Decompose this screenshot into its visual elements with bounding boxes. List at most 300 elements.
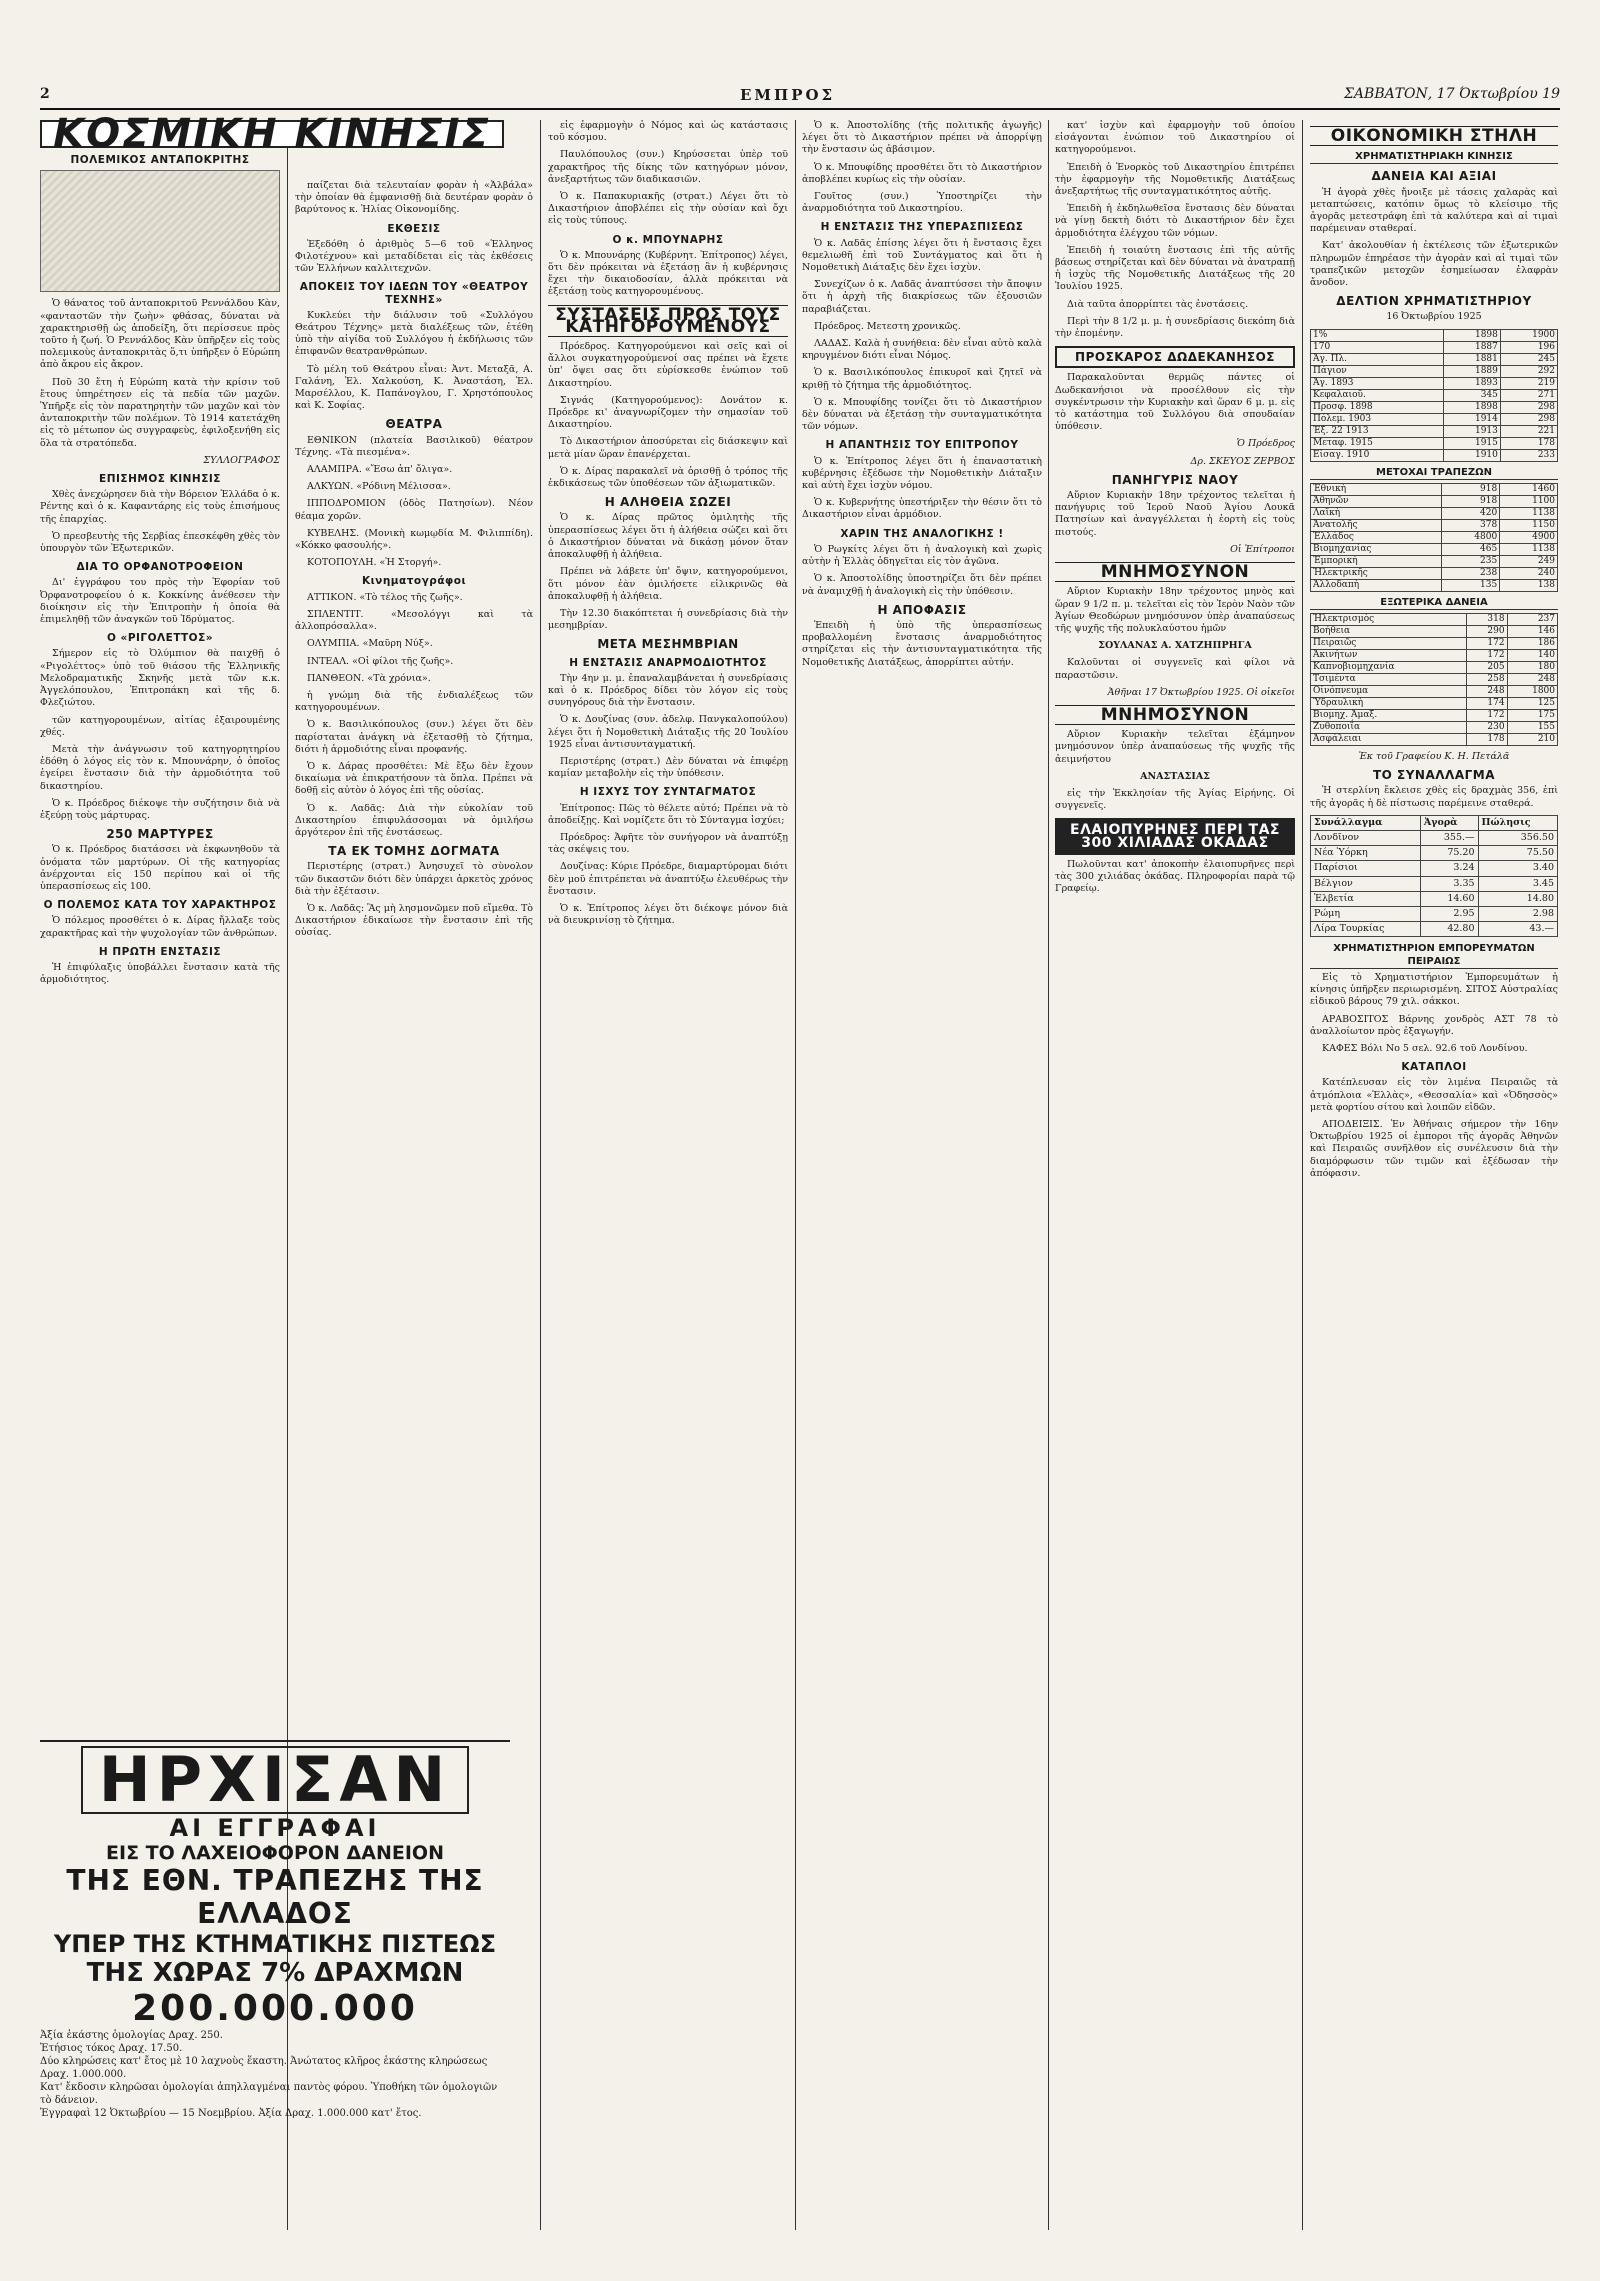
- paragraph: Κατέπλευσαν εἰς τὸν λιμένα Πειραιῶς τὰ ἀτμόπλοια «Ἑλλὰς», «Θεσσαλία» καὶ «Ὀδησσὸς» μετὰ φορτίου σίτου καὶ λοιπῶν εἰδῶν.: [1310, 1077, 1558, 1113]
- signature: Ὁ Πρόεδρος: [1236, 438, 1295, 450]
- paragraph: Ὁ κ. Βασιλικόπουλος (συν.) λέγει ὅτι δὲν παρίσταται ἀνάγκη νὰ ἐξετασθῇ τὸ ζήτημα, διότι ἡ ἁρμοδιότης εἶναι προφανής.: [295, 719, 533, 755]
- ad-detail: Κατ' ἔκδοσιν κληρῶσαι ὁμολογίαι ἀπηλλαγμέναι παντὸς φόρου. Ὑποθήκη τῶν ὁμολογιῶν τὸ δάνειον.: [40, 2082, 498, 2106]
- paragraph: τῶν κατηγορουμένων, αἰτίας ἐξαιρουμένης χθές.: [40, 714, 280, 738]
- paragraph: Ἡ στερλίνη ἔκλεισε χθὲς εἰς δραχμὰς 356, ἐπὶ τῆς ἀγορᾶς ἡ δὲ πίστωσις παρέμεινε σταθερά.: [1310, 785, 1558, 809]
- paragraph: Ὁ κ. Παπακυριακῆς (στρατ.) Λέγει ὅτι τὸ Δικαστήριον ἀποβλέπει εἰς τὴν οὐσίαν καὶ ὄχι εἰς τοὺς τύπους.: [548, 191, 788, 227]
- paragraph: Ὁ κ. Δουζίνας (συν. ἀδελφ. Πανγκαλοπούλου) λέγει ὅτι ἡ Νομοθετικὴ Διάταξις τῆς 20 Ἰουλίου 1925 εἶναι ἀντισυνταγματική.: [548, 714, 788, 750]
- paragraph: ΠΑΝΘΕΟΝ. «Τὰ χρόνια».: [307, 672, 431, 684]
- paragraph: Συνεχίζων ὁ κ. Λαδᾶς ἀναπτύσσει τὴν ἄποψιν ὅτι ἡ ἀρχὴ τῆς διακρίσεως τῶν ἐξουσιῶν παραβιάζεται.: [802, 279, 1042, 315]
- column-rule: [1302, 120, 1303, 2230]
- signature: ΣΥΛΛΟΓΡΑΦΟΣ: [203, 454, 280, 466]
- subheading: ΧΡΗΜΑΤΙΣΤΗΡΙΟΝ ΕΜΠΟΡΕΥΜΑΤΩΝ ΠΕΙΡΑΙΩΣ: [1310, 943, 1558, 968]
- table-cell: Ἀγ. 1893: [1311, 377, 1444, 389]
- paragraph: Πρόεδρος. Κατηγορούμενοι καὶ σεῖς καὶ οἱ ἄλλοι συγκατηγορούμενοί σας πρέπει νὰ ἔχετε ὑπ' ὄψει σας ὅτι εὑρίσκεσθε ἐνώπιον τοῦ Δικαστηρίου.: [548, 341, 788, 389]
- paragraph: Παυλόπουλος (συν.) Κηρύσσεται ὑπὲρ τοῦ χαρακτῆρος τῆς δίκης τῶν κατηγόρων μόνον, ἀνεξαρτήτως τῶν διαδικασιῶν.: [548, 149, 788, 185]
- table-cell: 75.20: [1420, 846, 1478, 861]
- table-cell: 1898: [1443, 329, 1500, 341]
- table-cell: 918: [1442, 483, 1500, 495]
- table-cell: Νέα Ὑόρκη: [1311, 846, 1421, 861]
- table-cell: Ἑλβετία: [1311, 891, 1421, 906]
- table-cell: Λίρα Τουρκίας: [1311, 922, 1421, 937]
- heading: ΜΕΤΑ ΜΕΣΗΜΒΡΙΑΝ: [597, 637, 739, 652]
- table-cell: Ζυθοποιΐα: [1311, 722, 1467, 734]
- table-cell: Ἡλεκτρισμὸς: [1311, 614, 1467, 626]
- table-cell: 14.80: [1478, 891, 1557, 906]
- table-cell: Ὑδραυλικὴ: [1311, 698, 1467, 710]
- table-cell: 138: [1500, 579, 1558, 591]
- paragraph: κατ' ἰσχὺν καὶ ἐφαρμογὴν τοῦ ὁποίου εἰσάγονται ἐνώπιον τοῦ Δικαστηρίου οἱ κατηγορούμενοι.: [1055, 120, 1295, 156]
- paragraph: Ἐπίτροπος: Πῶς τὸ θέλετε αὐτό; Πρέπει νὰ τὸ ἀποδείξῃς. Καὶ νομίζετε ὅτι τὸ Σύνταγμα ἰσχύει;: [548, 802, 788, 826]
- table-cell: 918: [1442, 495, 1500, 507]
- paragraph: Ὁ Ρωγκίτς λέγει ὅτι ἡ ἀναλογικὴ καὶ χωρὶς αὐτὴν ἡ Ἑλλὰς ὁδηγεῖται εἰς τὸν ἀγῶνα.: [802, 543, 1042, 568]
- subheading: ΕΞΩΤΕΡΙΚΑ ΔΑΝΕΙΑ: [1310, 597, 1558, 610]
- paragraph: Εἰς τὸ Χρηματιστήριον Ἐμπορευμάτων ἡ κίνησις ὑπῆρξεν περιωρισμένη. ΣΙΤΟΣ Αὐστραλίας εἰδικοῦ βάρους 79 χιλ. σάκκοι.: [1310, 971, 1558, 1008]
- heading: ΔΑΝΕΙΑ ΚΑΙ ΑΞΙΑΙ: [1371, 169, 1497, 184]
- table-row: [1311, 922, 1558, 937]
- table-cell: Παρίσιοι: [1311, 861, 1421, 876]
- paragraph: Ὁ κ. Λαδᾶς: Διὰ τὴν εὐκολίαν τοῦ Δικαστηρίου ἐπιφυλάσσομαι νὰ ὁμιλήσω ἀργότερον ἐπὶ τῆς ἐνστάσεως.: [295, 802, 533, 838]
- paragraph: Ὁ κ. Δίρας πρῶτος ὁμιλητὴς τῆς ὑπερασπίσεως λέγει ὅτι ἡ ἀλήθεια σώζει καὶ ὅτι ὁ Δικαστήριον δύναται νὰ δικάσῃ μόνον ὅταν ἀποκαλυφθῇ ἡ ἀλήθεια.: [548, 512, 788, 561]
- table-cell: Βιομηχανίας: [1311, 543, 1442, 555]
- table-cell: Πόλεμ. 1903: [1311, 413, 1444, 425]
- paragraph: ΑΤΤΙΚΟΝ. «Τὸ τέλος τῆς ζωῆς».: [307, 591, 463, 603]
- paragraph: Ἐπειδὴ ἡ ἐκδηλωθεῖσα ἔνστασις δὲν δύναται νὰ γίνῃ δεκτὴ διότι τὸ Δικαστήριον δὲν ἔχει ἁρμοδιότητα ἐλέγχου τῶν νόμων.: [1055, 203, 1295, 239]
- column-6: [1310, 120, 1558, 1185]
- table-cell: 345: [1443, 389, 1500, 401]
- table-cell: 4800: [1442, 531, 1500, 543]
- paragraph: ΑΠΟΔΕΙΞΙΣ. Ἐν Ἀθήναις σήμερον τὴν 16ην Ὀκτωβρίου 1925 οἱ ἐμποροι τῆς ἀγορᾶς Ἀθηνῶν καὶ Πειραιῶς συνῆλθον εἰς συνέλευσιν διὰ τὴν διαμόρφωσιν τῶν τιμῶν καὶ ἐξέδωσαν τὴν ἀπόφασιν.: [1310, 1118, 1558, 1179]
- paragraph: Περιστέρης (στρατ.) Ἀνησυχεῖ τὸ σὺνολον τῶν δικαστῶν διότι δὲν ὑπάρχει ἀρκετὸς χρόνος διὰ τὴν ἐξέτασιν.: [295, 861, 533, 897]
- table-cell: 146: [1507, 626, 1557, 638]
- table-row: [1311, 329, 1558, 341]
- table-cell: 465: [1442, 543, 1500, 555]
- paragraph: Γουῖτος (συν.) Ὑποστηρίζει τὴν ἀναρμοδιότητα τοῦ Δικαστηρίου.: [802, 191, 1042, 215]
- table-row: [1311, 389, 1558, 401]
- table-cell: 43.—: [1478, 922, 1557, 937]
- column-rule: [795, 120, 796, 2230]
- paragraph: Ἡ ἀγορὰ χθὲς ἤνοιξε μὲ τάσεις χαλαρὰς καὶ μεταπτώσεις, κατόπιν ὅμως τὸ κλείσιμο τῆς ἀγορᾶς μετεστράφη ἐπὶ τὰ καλύτερα καὶ αἱ τιμαὶ παρέμειναν σταθεραί.: [1310, 186, 1558, 235]
- heading: Η ΙΣΧΥΣ ΤΟΥ ΣΥΝΤΑΓΜΑΤΟΣ: [579, 786, 757, 799]
- paragraph: Σήμερον εἰς τὸ Ὀλύμπιον θὰ παιχθῇ ὁ «Ριγολέττος» ὑπὸ τοῦ θιάσου τῆς Ἑλληνικῆς Μελοδραματικῆς Σκηνῆς μετὰ τῶν κ.κ. Ἀγγελόπουλου, Ἐπιτροπάκη καὶ τῆς δ. Φλεζιώτου.: [40, 648, 280, 709]
- table-row: [1311, 341, 1558, 353]
- heading: ΣΥΣΤΑΣΕΙΣ ΠΡΟΣ ΤΟΥΣ ΚΑΤΗΓΟΡΟΥΜΕΝΟΥΣ: [548, 305, 788, 337]
- deceased-name: ΣΟΥΛΑΝΑΣ Α. ΧΑΤΖΗΠΡΗΓΑ: [1098, 640, 1252, 652]
- table-cell: 1914: [1443, 413, 1500, 425]
- table-row: [1311, 353, 1558, 365]
- paragraph: ΚΑΦΕΣ Βόλι Νο 5 σελ. 92.6 τοῦ Λονδίνου.: [1322, 1042, 1528, 1054]
- paragraph: Πρόεδρος: Ἀφῆτε τὸν συνήγορον νὰ ἀναπτύξῃ τὰς σκέψεις του.: [548, 831, 788, 856]
- heading: ΠΑΝΗΓΥΡΙΣ ΝΑΟΥ: [1111, 472, 1239, 487]
- table-cell: 4900: [1500, 531, 1558, 543]
- table-cell: 1898: [1443, 401, 1500, 413]
- paragraph: Δι' ἐγγράφου του πρὸς τὴν Ἐφορίαν τοῦ Ὀρφανοτροφείου ὁ κ. Κοκκίνης ἀνέθεσεν τὴν διοίκησιν εἰς τὴν Ἐπιτροπὴν ἡ ὁποία θὰ ἐπιμεληθῇ τῶν ἀναγκῶν τοῦ Ἱδρύματος.: [40, 577, 280, 626]
- heading: Ο κ. ΜΠΟΥΝΑΡΗΣ: [612, 233, 724, 246]
- table-cell: Ἀλλοδαπὴ: [1311, 579, 1442, 591]
- column-rule: [540, 120, 541, 2230]
- paragraph: εἰς ἐφαρμογὴν ὁ Νόμος καὶ ὡς κατάστασις τοῦ κόσμου.: [548, 120, 788, 144]
- elaiopyrines-ad-heading: ΕΛΑΙΟΠΥΡΗΝΕΣ ΠΕΡΙ ΤΑΣ 300 ΧΙΛΙΑΔΑΣ ΟΚΑΔΑΣ: [1055, 818, 1295, 854]
- paragraph: Κυκλεύει τὴν διάλυσιν τοῦ «Συλλόγου Θεάτρου Τέχνης» μετὰ διαλέξεως τῶν, ἐτέθη ὑπὸ τὴν αἰγίδα τοῦ Συλλόγου ἡ ἐκδήλωσις τῶν ἐπιφανῶν θεατρανθρώπων.: [295, 309, 533, 358]
- table-row: [1311, 579, 1558, 591]
- paragraph: Ποῦ 30 ἔτη ἡ Εὐρώπη κατὰ τὴν κρίσιν τοῦ ἔτους ὑπηρέτησεν εἰς τὰ πεδία τῶν μαχῶν. Ὑπῆρξε εἰς τὸν παρατηρητὴν τῶν μαχῶν καὶ τὸν ἀνταποκριτὴν τῶν πολέμων. Τὸ 1914 κατετάχθη εἰς τὸ μέτωπον ὡς συγγραφεὺς, ἐφιλοξενήθη εἰς ὅλα τὰ στρατόπεδα.: [40, 376, 280, 449]
- table-cell: 1138: [1500, 543, 1558, 555]
- table-cell: Οἰνόπνευμα: [1311, 686, 1467, 698]
- foreign-loans-table: [1310, 613, 1558, 746]
- table-cell: Ἠλεκτρικῆς: [1311, 567, 1442, 579]
- table-cell: Βοήθεια: [1311, 626, 1467, 638]
- table-cell: Ἐξ. 22 1913: [1311, 425, 1444, 437]
- table-row: [1311, 722, 1558, 734]
- table-cell: Καπνοβιομηχανία: [1311, 662, 1467, 674]
- table-cell: 1150: [1500, 519, 1558, 531]
- table-row: [1311, 449, 1558, 461]
- ad-line: ΗΡΧΙΣΑΝ: [81, 1746, 469, 1814]
- paragraph: Περὶ τὴν 8 1/2 μ. μ. ἡ συνεδρίασις διεκόπη διὰ τὴν ἐπομένην.: [1055, 315, 1295, 340]
- source-note: Ἐκ τοῦ Γραφείου Κ. Η. Πετάλᾶ: [1358, 751, 1510, 763]
- table-cell: 140: [1507, 650, 1557, 662]
- table-row: [1311, 686, 1558, 698]
- kosmiki-kinisis-banner: ΚΟΣΜΙΚΗ ΚΙΝΗΣΙΣ: [40, 120, 504, 148]
- table-cell: 175: [1507, 710, 1557, 722]
- ad-detail: Ἀξία ἐκάστης ὁμολογίας Δραχ. 250.: [40, 2030, 223, 2041]
- heading: ΔΙΑ ΤΟ ΟΡΦΑΝΟΤΡΟΦΕΙΟΝ: [76, 561, 244, 574]
- ad-line: ΕΙΣ ΤΟ ΛΑΧΕΙΟΦΟΡΟΝ ΔΑΝΕΙΟΝ: [106, 1842, 444, 1864]
- table-cell: 235: [1442, 555, 1500, 567]
- paragraph: ΕΘΝΙΚΟΝ (πλατεία Βασιλικοῦ) θέατρον Τέχνης. «Τὰ πιεσμένα».: [295, 434, 533, 458]
- table-cell: Ἀγ. Πλ.: [1311, 353, 1444, 365]
- paragraph: Τὴν 12.30 διακόπτεται ἡ συνεδρίασις διὰ τὴν μεσημβρίαν.: [548, 607, 788, 632]
- paragraph: Πωλοῦνται κατ' ἀποκοπὴν ἐλαιοπυρῆνες περὶ τὰς 300 χιλιάδας ὀκάδας. Πληροφορίαι παρὰ τῷ Γραφείῳ.: [1055, 858, 1295, 895]
- table-cell: 219: [1500, 377, 1557, 389]
- paragraph: ΣΠΛΕΝΤΙΤ. «Μεσολόγγι καὶ τὰ ἀλλοπρόσαλλα».: [295, 608, 533, 633]
- table-row: [1311, 401, 1558, 413]
- table-cell: 1915: [1443, 437, 1500, 449]
- table-cell: 172: [1467, 638, 1507, 650]
- paragraph: Κατ' ἀκολουθίαν ἡ ἐκτέλεσις τῶν ἐξωτερικῶν πληρωμῶν ἐπηρέασε τὴν ἀγορὰν καὶ αἱ τιμαὶ τῶν τραπεζικῶν μετοχῶν ἐσημείωσαν ἐλαφρὰν ἄνοδον.: [1310, 240, 1558, 289]
- heading: ΧΑΡΙΝ ΤΗΣ ΑΝΑΛΟΓΙΚΗΣ !: [840, 527, 1004, 540]
- table-row: [1311, 413, 1558, 425]
- paragraph: Ὁ κ. Μπουνάρης (Κυβέρνητ. Ἐπίτροπος) λέγει, ὅτι δὲν πρόκειται νὰ ἐξετάσῃ ἂν ἡ κυβέρνησις ἔχει τὴν δικαιοδοσίαν, ἀλλὰ πρόκειται νὰ ἐξετάσῃ τοὺς κατηγορουμένους.: [548, 249, 788, 298]
- column-rule: [1048, 120, 1049, 2230]
- paragraph: Ὁ κ. Ἐπίτροπος λέγει ὅτι διέκοψε μόνον διὰ νὰ διευκρινίσῃ τὸ ζήτημα.: [548, 902, 788, 927]
- table-cell: 180: [1507, 662, 1557, 674]
- table-row: [1311, 710, 1558, 722]
- table-row: [1311, 638, 1558, 650]
- table-row: [1311, 377, 1558, 389]
- table-row: [1311, 831, 1558, 846]
- paragraph: Ὁ κ. Πρόεδρος διέκοψε τὴν συζήτησιν διὰ νὰ ἐξεύρῃ τοὺς μάρτυρας.: [40, 797, 280, 821]
- table-row: [1311, 626, 1558, 638]
- heading: Η ΠΡΩΤΗ ΕΝΣΤΑΣΙΣ: [98, 945, 222, 958]
- heading: ΤΟ ΣΥΝΑΛΛΑΓΜΑ: [1372, 768, 1496, 783]
- heading: Η ΑΠΟΦΑΣΙΣ: [877, 602, 967, 617]
- subheading: ΜΕΤΟΧΑΙ ΤΡΑΠΕΖΩΝ: [1310, 467, 1558, 480]
- paragraph: Περιστέρης (στρατ.) Δὲν δύναται νὰ ἐπιφέρῃ καμίαν μεταβολὴν εἰς τὴν ὑπόθεσιν.: [548, 755, 788, 780]
- bulletin-date: 16 Ὀκτωβρίου 1925: [1386, 311, 1482, 323]
- column-5: [1055, 120, 1295, 900]
- table-row: [1311, 555, 1558, 567]
- table-cell: Μεταφ. 1915: [1311, 437, 1444, 449]
- table-cell: 1913: [1443, 425, 1500, 437]
- table-row: [1311, 437, 1558, 449]
- heading: 250 ΜΑΡΤΥΡΕΣ: [106, 827, 214, 842]
- table-cell: 1910: [1443, 449, 1500, 461]
- table-header: Ἀγορὰ: [1420, 815, 1478, 830]
- table-header: Συνάλλαγμα: [1311, 815, 1421, 830]
- paragraph: Ὁ πόλεμος προσθέτει ὁ κ. Δίρας ἤλλαξε τοὺς χαρακτῆρας καὶ τὴν ψυχολογίαν τῶν ἀνθρώπων.: [40, 915, 280, 939]
- ad-detail: Ἐγγραφαὶ 12 Ὀκτωβρίου — 15 Νοεμβρίου. Ἀξία Δραχ. 1.000.000 κατ' ἔτος.: [40, 2108, 422, 2119]
- paragraph: Ὁ κ. Κυβερνήτης ὑπεστήριξεν τὴν θέσιν ὅτι τὸ Δικαστήριον εἶναι ἁρμόδιον.: [802, 497, 1042, 521]
- heading: ΕΚΘΕΣΙΣ: [387, 222, 441, 235]
- paragraph: ΚΥΒΕΛΗΣ. (Μονικὴ κωμῳδία Μ. Φιλιππίδη). «Κόκκο φασουλής».: [295, 527, 533, 552]
- paragraph: ΑΛΚΥΩΝ. «Ρόδινη Μέλισσα».: [307, 481, 451, 493]
- table-cell: 170: [1311, 341, 1444, 353]
- table-cell: 1893: [1443, 377, 1500, 389]
- table-header: Πώλησις: [1478, 815, 1557, 830]
- signature: Οἱ Ἐπίτροποι: [1230, 543, 1295, 555]
- paragraph: Ἐξεδόθη ὁ ἀριθμὸς 5—6 τοῦ «Ἑλληνος Φιλοτέχνου» καὶ μεταδίδεται εἰς τὰς ἐκθέσεις τῶν Ἑλλήνων καλλιτεχνῶν.: [295, 238, 533, 275]
- paragraph: Ἐπειδὴ ὁ Ἐνορκὸς τοῦ Δικαστηρίου ἐπιτρέπει τὴν ἐφαρμογὴν τῆς Νομοθετικῆς Διατάξεως ἀνεξαρτήτως τῆς συνταγματικότητος αὐτῆς.: [1055, 161, 1295, 198]
- deceased-name: ΑΝΑΣΤΑΣΙΑΣ: [1140, 770, 1210, 782]
- exchange-table: [1310, 815, 1558, 938]
- paragraph: Δουζίνας: Κύριε Πρόεδρε, διαμαρτύρομαι διότι δὲν μοῦ ἐπιτρέπεται νὰ ἀναπτύξω ἐλευθέρως τὴν ἔνστασιν.: [548, 861, 788, 897]
- table-cell: 1460: [1500, 483, 1558, 495]
- table-row: [1311, 531, 1558, 543]
- table-row: [1311, 846, 1558, 861]
- heading: Η ΕΝΣΤΑΣΙΣ ΤΗΣ ΥΠΕΡΑΣΠΙΣΕΩΣ: [820, 221, 1024, 234]
- paragraph: Τὸ Δικαστήριον ἀποσύρεται εἰς διάσκεψιν καὶ μετὰ μίαν ὥραν ἐπανέρχεται.: [548, 436, 788, 460]
- heading: Η ΑΠΑΝΤΗΣΙΣ ΤΟΥ ΕΠΙΤΡΟΠΟΥ: [825, 439, 1019, 452]
- table-cell: Ἑλλάδος: [1311, 531, 1442, 543]
- table-cell: 172: [1467, 710, 1507, 722]
- paragraph: ΙΝΤΕΑΛ. «Οἱ φίλοι τῆς ζωῆς».: [307, 655, 454, 667]
- heading: Κινηματογράφοι: [361, 575, 467, 588]
- table-row: [1311, 519, 1558, 531]
- paragraph: Ὁ κ. Ἀποστολίδης ὑποστηρίζει ὅτι δὲν πρέπει νὰ ἀναμιχθῇ ἡ ἀναλογικὴ εἰς τὴν ὑπόθεσιν.: [802, 573, 1042, 597]
- paragraph: Ἐπειδὴ ἡ ὑπὸ τῆς ὑπερασπίσεως προβαλλομένη ἔνστασις ἀναρμοδιότητος στηρίζεται εἰς τὴν ἀντισυνταγματικότητα τῆς Νομοθετικῆς Διατάξεως, ἀπορρίπτει αὐτήν.: [802, 619, 1042, 668]
- paragraph: ΑΡΑΒΟΣΙΤΟΣ Βάρνης χονδρὸς ΑΣΤ 78 τὸ ἀναλλοίωτον πρὸς ἐξαγωγήν.: [1310, 1013, 1558, 1037]
- paragraph: Ὁ κ. Πρόεδρος διατάσσει νὰ ἐκφωνηθοῦν τὰ ὀνόματα τῶν μαρτύρων. Οἱ τῆς κατηγορίας ἀνέρχονται εἰς 150 περίπου καὶ οἱ τῆς ὑπερασπίσεως εἰς 100.: [40, 844, 280, 892]
- heading: Η ΕΝΣΤΑΣΙΣ ΑΝΑΡΜΟΔΙΟΤΗΤΟΣ: [569, 656, 767, 669]
- table-cell: 75.50: [1478, 846, 1557, 861]
- ad-amount: 200.000.000: [132, 1988, 418, 2029]
- heading: ΘΕΑΤΡΑ: [385, 417, 443, 432]
- table-cell: Προσφ. 1898: [1311, 401, 1444, 413]
- paragraph: ΟΛΥΜΠΙΑ. «Μαῦρη Νύξ».: [307, 638, 433, 650]
- paragraph: Χθὲς ἀνεχώρησεν διὰ τὴν Βόρειον Ἑλλάδα ὁ κ. Ρέντης καὶ ὁ κ. Καφαντάρης εἰς τοὺς ἐπισήμους τῆς ἐπαρχίας.: [40, 489, 280, 525]
- paragraph: Ὁ κ. Δάρας προσθέτει: Μὲ ἔξω δὲν ἔχουν δικαίωμα νὰ ἐπικρατήσουν τὰ ὅπλα. Πρέπει νὰ δοθῇ εἰς αὐτὸν ὁ λόγος ἐπὶ τῆς οὐσίας.: [295, 760, 533, 797]
- masthead: [40, 86, 1560, 110]
- paragraph: εἰς τὴν Ἐκκλησίαν τῆς Ἁγίας Εἰρήνης. Οἱ συγγενεῖς.: [1055, 787, 1295, 812]
- table-cell: 420: [1442, 507, 1500, 519]
- table-row: [1311, 650, 1558, 662]
- paragraph: Αὔριον Κυριακὴν τελεῖται ἐξάμηνον μνημόσυνον ὑπὲρ ἀναπαύσεως τῆς ψυχῆς τῆς ἀειμνήστου: [1055, 729, 1295, 765]
- heading: ΑΠΟΚΕΙΣ ΤΟΥ ΙΔΕΩΝ ΤΟΥ «ΘΕΑΤΡΟΥ ΤΕΧΝΗΣ»: [299, 281, 529, 306]
- table-row: [1311, 876, 1558, 891]
- paragraph: Τὸ μέλη τοῦ Θεάτρου εἶναι: Ἀντ. Μεταξᾶ, Α. Γαλάνη, Ἐλ. Χαλκούση, Κ. Ἀναστάση, Ἐλ. Μαρσέλλου, Κ. Παπάνογλου, Γ. Χρηστόπουλος καὶ Κ. Σοφίας.: [295, 363, 533, 412]
- paragraph: Ὁ κ. Λαδᾶς: Ἂς μὴ λησμονῶμεν ποῦ εἴμεθα. Τὸ Δικαστήριον ἐδικαίωσε τὴν ἔνστασιν ἐπὶ τῆς οὐσίας.: [295, 902, 533, 939]
- table-cell: 298: [1500, 401, 1557, 413]
- column-3: [548, 120, 788, 932]
- table-cell: 249: [1500, 555, 1558, 567]
- table-row: [1311, 698, 1558, 710]
- table-cell: 290: [1467, 626, 1507, 638]
- paragraph: Ὁ κ. Ἀποστολίδης (τῆς πολιτικῆς ἀγωγῆς) λέγει ὅτι τὸ Δικαστήριον πρέπει νὰ ἀπορρίψῃ τὴν ἔνστασιν ὡς ἀβάσιμον.: [802, 120, 1042, 156]
- table-row: [1311, 567, 1558, 579]
- heading: ΠΟΛΕΜΙΚΟΣ ΑΝΤΑΠΟΚΡΙΤΗΣ: [70, 154, 250, 167]
- table-cell: 271: [1500, 389, 1557, 401]
- table-cell: 42.80: [1420, 922, 1478, 937]
- table-cell: 3.40: [1478, 861, 1557, 876]
- bourse-table: [1310, 329, 1558, 462]
- table-cell: 3.35: [1420, 876, 1478, 891]
- table-cell: 2.95: [1420, 907, 1478, 922]
- heading: ΠΡΟΣΚΑΡΟΣ ΔΩΔΕΚΑΝΗΣΟΣ: [1055, 346, 1295, 368]
- paragraph: Μετὰ τὴν ἀνάγνωσιν τοῦ κατηγορητηρίου ἐδόθη ὁ λόγος εἰς τὸν κ. Μπουνάρην, ὁ ὁποῖος ἐγείρει ἔνστασιν διὰ τὴν ἁρμοδιότητα τοῦ δικαστηρίου.: [40, 743, 280, 792]
- table-cell: 1900: [1500, 329, 1557, 341]
- table-cell: 196: [1500, 341, 1557, 353]
- table-cell: 248: [1507, 674, 1557, 686]
- heading: Η ΑΛΗΘΕΙΑ ΣΩΖΕΙ: [604, 495, 732, 510]
- paragraph: Ἐπειδὴ ἡ τοιαύτη ἔνστασις ἐπὶ τῆς αὐτῆς βάσεως στηρίζεται καὶ δὲν δύναται νὰ ἀνατραπῇ ἡ ἰσχὺς τῆς Νομοθετικῆς Διατάξεως τῆς 20 Ἰουλίου 1925.: [1055, 244, 1295, 293]
- paragraph: Ὁ κ. Λαδᾶς ἐπίσης λέγει ὅτι ἡ ἔνστασις ἔχει θεμελιωθῆ ἐπὶ τοῦ Συντάγματος καὶ ὅτι ἡ Νομοθετικὴ Διάταξις δὲν ἔχει ἰσχὺν.: [802, 237, 1042, 274]
- table-row: [1311, 734, 1558, 746]
- table-row: [1311, 483, 1558, 495]
- table-row: [1311, 495, 1558, 507]
- illustration: [40, 170, 280, 292]
- heading: ΜΝΗΜΟΣΥΝΟΝ: [1055, 705, 1295, 725]
- table-cell: 221: [1500, 425, 1557, 437]
- table-cell: Πειραιῶς: [1311, 638, 1467, 650]
- heading: Ο ΠΟΛΕΜΟΣ ΚΑΤΑ ΤΟΥ ΧΑΡΑΚΤΗΡΟΣ: [43, 899, 277, 912]
- ad-detail: Δύο κληρώσεις κατ' ἔτος μὲ 10 λαχνοὺς ἕκαστη. Ἀνώτατος κλῆρος ἑκάστης κληρώσεως Δραχ. 1.000.000.: [40, 2056, 488, 2080]
- table-cell: 1%: [1311, 329, 1444, 341]
- oikonomiki-stili-heading: ΟΙΚΟΝΟΜΙΚΗ ΣΤΗΛΗ: [1310, 126, 1558, 146]
- ad-line: ΥΠΕΡ ΤΗΣ ΚΤΗΜΑΤΙΚΗΣ ΠΙΣΤΕΩΣ: [53, 1930, 497, 1958]
- paragraph: ΑΛΑΜΠΡΑ. «Ἔσω ἀπ' ὄλιγα».: [307, 464, 453, 476]
- table-row: [1311, 662, 1558, 674]
- heading: ΔΕΛΤΙΟΝ ΧΡΗΜΑΤΙΣΤΗΡΙΟΥ: [1336, 294, 1532, 309]
- paragraph: Ὁ θάνατος τοῦ ἀνταποκριτοῦ Ρεννάλδου Κὰν, «φανταστῶν τὴν ζωὴν» φθάσας, δύναται νὰ χαρακτηρισθῇ ὡς ἀποδείξη, ὅτι περίσσευε πρὸς τοῦτο ἡ ζωή. Ὁ Ρεννάλδος Κὰν ὑπῆρξεν εἰς τοὺς πολεμικοὺς ἀνταποκριτὰς ὅ,τι ὑπῆρξεν ὁ Εὐρώπη ἀπὸ ἄκρου εἰς ἄκρον.: [40, 298, 280, 371]
- heading: ΜΝΗΜΟΣΥΝΟΝ: [1055, 562, 1295, 582]
- table-cell: 233: [1500, 449, 1557, 461]
- table-cell: 1100: [1500, 495, 1558, 507]
- issue-date: ΣΑΒΒΑΤΟΝ, 17 Όκτωβρίου 19: [1344, 86, 1560, 102]
- table-cell: 3.24: [1420, 861, 1478, 876]
- table-cell: Ἀσφάλειαι: [1311, 734, 1467, 746]
- ad-line: ΑΙ ΕΓΓΡΑΦΑΙ: [169, 1814, 381, 1842]
- table-cell: 240: [1500, 567, 1558, 579]
- banks-table: [1310, 483, 1558, 592]
- table-row: [1311, 891, 1558, 906]
- table-cell: Τσιμέντα: [1311, 674, 1467, 686]
- table-cell: 238: [1442, 567, 1500, 579]
- table-cell: 356.50: [1478, 831, 1557, 846]
- table-cell: Λαϊκὴ: [1311, 507, 1442, 519]
- column-2: [295, 180, 533, 945]
- table-row: [1311, 425, 1558, 437]
- table-cell: 298: [1500, 413, 1557, 425]
- paragraph: ἡ γνώμη διὰ τῆς ἐνδιαλέξεως τῶν κατηγορουμένων.: [295, 689, 533, 714]
- heading: ΤΑ ΕΚ ΤΟΜΗΣ ΔΟΓΜΑΤΑ: [328, 844, 500, 859]
- table-cell: 248: [1467, 686, 1507, 698]
- table-cell: Βέλγιον: [1311, 876, 1421, 891]
- paragraph: Αὔριον Κυριακὴν 18ην τρέχοντος τελεῖται ἡ πανήγυρις τοῦ Ἱεροῦ Ναοῦ Ἁγίου Λουκᾶ Πατησίων καὶ ἀναγγέλλεται ἡ ἑορτὴ εἰς τοὺς πιστούς.: [1055, 490, 1295, 538]
- paragraph: παίζεται διὰ τελευταίαν φορὰν ἡ «Ἀλβάλα» τὴν ὁποίαν θὰ ἐμφανισθῇ διὰ δευτέραν φορὰν ὁ βαρύτονος κ. Ἠλίας Οἰκονομίδης.: [295, 180, 533, 216]
- table-cell: 1881: [1443, 353, 1500, 365]
- table-cell: 135: [1442, 579, 1500, 591]
- table-cell: Λονδῖνον: [1311, 831, 1421, 846]
- table-row: [1311, 674, 1558, 686]
- table-row: [1311, 543, 1558, 555]
- column-4: [802, 120, 1042, 674]
- table-cell: 230: [1467, 722, 1507, 734]
- heading: ΚΑΤΑΠΛΟΙ: [1401, 1061, 1467, 1074]
- table-row: [1311, 861, 1558, 876]
- table-cell: 355.—: [1420, 831, 1478, 846]
- loan-advertisement: [40, 1740, 510, 2120]
- table-cell: Ἀνατολῆς: [1311, 519, 1442, 531]
- subheading: ΧΡΗΜΑΤΙΣΤΗΡΙΑΚΗ ΚΙΝΗΣΙΣ: [1310, 151, 1558, 164]
- paragraph: Ὁ κ. Μπουφίδης τονίζει ὅτι τὸ Δικαστήριον δὲν δύναται νὰ ἐξετάσῃ τὴν συνταγματικότητα τῶν νόμων.: [802, 396, 1042, 433]
- table-cell: 1138: [1500, 507, 1558, 519]
- table-cell: 292: [1500, 365, 1557, 377]
- paragraph: ΚΟΤΟΠΟΥΛΗ. «Ἡ Στοργή».: [307, 557, 442, 569]
- paragraph: Σιγνάς (Κατηγορούμενος): Δονάτον κ. Πρόεδρε κι' ἀναγνωρίζομεν τὴν σημασίαν τοῦ Δικαστηρίου.: [548, 394, 788, 431]
- table-cell: 1800: [1507, 686, 1557, 698]
- table-cell: 1887: [1443, 341, 1500, 353]
- table-cell: Ἀθηνῶν: [1311, 495, 1442, 507]
- table-cell: Ἐθνικὴ: [1311, 483, 1442, 495]
- table-cell: Βιομηχ. Ἀμαξ.: [1311, 710, 1467, 722]
- paragraph: Διὰ ταῦτα ἀπορρίπτει τὰς ἐνστάσεις.: [1067, 298, 1249, 310]
- table-cell: 172: [1467, 650, 1507, 662]
- signature: Δρ. ΣΚΕΥΟΣ ΖΕΡΒΟΣ: [1190, 455, 1295, 467]
- table-cell: 125: [1507, 698, 1557, 710]
- ad-detail: Ἐτήσιος τόκος Δραχ. 17.50.: [40, 2043, 183, 2054]
- table-cell: 318: [1467, 614, 1507, 626]
- paragraph: ΛΑΔΑΣ. Καλὰ ἡ συνήθεια: δὲν εἶναι αὐτὸ καλὰ κηρυγμένον διότι εἶναι Νόμος.: [802, 338, 1042, 362]
- table-cell: 186: [1507, 638, 1557, 650]
- heading: ΕΠΙΣΗΜΟΣ ΚΙΝΗΣΙΣ: [99, 473, 221, 486]
- heading: Ο «ΡΙΓΟΛΕΤΤΟΣ»: [106, 632, 214, 645]
- table-cell: Ἐμπορικὴ: [1311, 555, 1442, 567]
- table-cell: 2.98: [1478, 907, 1557, 922]
- paragraph: Ἡ ἐπιφύλαξις ὑποβάλλει ἔνστασιν κατὰ τῆς ἁρμοδιότητος.: [40, 961, 280, 986]
- table-cell: Ρώμη: [1311, 907, 1421, 922]
- paragraph: Πρόεδρος. Μετεστη χρονικῶς.: [814, 320, 961, 332]
- table-cell: 178: [1467, 734, 1507, 746]
- table-cell: Εἰσαγ. 1910: [1311, 449, 1444, 461]
- paragraph: Ὁ κ. Ἐπίτροπος λέγει ὅτι ἡ ἐπαναστατικὴ κυβέρνησις ἐξέδωσε τὴν Νομοθετικὴν Διάταξιν καὶ αὐτὴ ἔχει ἰσχὺν νόμου.: [802, 455, 1042, 492]
- paragraph: Ὁ κ. Δίρας παρακαλεῖ νὰ ὁρισθῇ ὁ τρόπος τῆς ἐκδικάσεως τῶν ὑποθέσεων τῶν ἀξιωματικῶν.: [548, 465, 788, 490]
- table-cell: 205: [1467, 662, 1507, 674]
- table-cell: 237: [1507, 614, 1557, 626]
- paragraph: Αὔριον Κυριακὴν 18ην τρέχοντος μηνὸς καὶ ὥραν 9 1/2 π. μ. τελεῖται εἰς τὸν Ἱερὸν Ναὸν τῶν Ἁγίων Θεοδώρων μνημόσυνον ὑπὲρ ἀναπαύσεως τῆς ψυχῆς τῆς πολυκλαύστου ἡμῶν: [1055, 586, 1295, 634]
- paragraph: Καλοῦνται οἱ συγγενεῖς καὶ φίλοι νὰ παραστῶσιν.: [1055, 657, 1295, 681]
- table-cell: 1889: [1443, 365, 1500, 377]
- table-row: [1311, 614, 1558, 626]
- ad-line: ΤΗΣ ΕΘΝ. ΤΡΑΠΕΖΗΣ ΤΗΣ ΕΛΛΑΔΟΣ: [66, 1864, 484, 1930]
- table-row: [1311, 365, 1558, 377]
- paragraph: Πρέπει νὰ λάβετε ὑπ' ὄψιν, κατηγορούμενοι, ὅτι μόνον ἐὰν ὁμιλήσετε εἰλικρινῶς θὰ ἀποκαλυφθῇ ἡ ἀλήθεια.: [548, 566, 788, 602]
- table-cell: 178: [1500, 437, 1557, 449]
- paragraph: ΙΠΠΟΔΡΟΜΙΟΝ (ὁδὸς Πατησίων). Νέον θέαμα χορῶν.: [295, 498, 533, 522]
- table-cell: 258: [1467, 674, 1507, 686]
- paragraph: Παρακαλοῦνται θερμῶς πάντες οἱ Δωδεκανήσιοι νὰ προσέλθουν εἰς τὴν συγκέντρωσιν τὴν Κυριακὴν καὶ ὥραν 6 μ. μ. εἰς τὸ κατάστημα τοῦ Συλλόγου διὰ σπουδαίαν ὑπόθεσιν.: [1055, 372, 1295, 433]
- signature: Ἀθῆναι 17 Ὀκτωβρίου 1925. Οἱ οἰκεῖοι: [1107, 686, 1295, 698]
- table-row: [1311, 907, 1558, 922]
